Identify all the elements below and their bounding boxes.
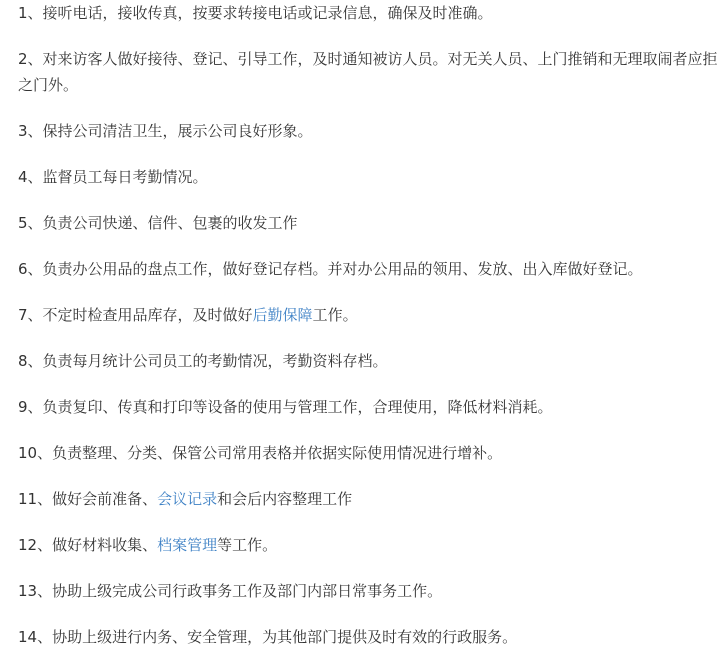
link-archive-management[interactable]: 档案管理 (157, 536, 218, 554)
item-text: 1、接听电话，接收传真，按要求转接电话或记录信息，确保及时准确。 (18, 4, 493, 22)
list-item (18, 532, 719, 558)
list-item (18, 118, 719, 144)
link-logistics-support[interactable]: 后勤保障 (252, 306, 313, 324)
list-item (18, 348, 719, 374)
item-text-before: 11、做好会前准备、 (18, 490, 158, 508)
item-text: 10、负责整理、分类、保管公司常用表格并依据实际使用情况进行增补。 (18, 444, 503, 462)
item-text: 8、负责每月统计公司员工的考勤情况，考勤资料存档。 (18, 352, 388, 370)
link-meeting-minutes[interactable]: 会议记录 (157, 490, 218, 508)
item-text: 13、协助上级完成公司行政事务工作及部门内部日常事务工作。 (18, 582, 443, 600)
list-item (18, 46, 719, 98)
list-item (18, 624, 719, 650)
list-item (18, 578, 719, 604)
item-text: 6、负责办公用品的盘点工作，做好登记存档。并对办公用品的领用、发放、出入库做好登记。 (18, 260, 643, 278)
list-item (18, 210, 719, 236)
item-text-after: 和会后内容整理工作 (217, 490, 353, 508)
list-item (18, 256, 719, 282)
item-text: 2、对来访客人做好接待、登记、引导工作，及时通知被访人员。对无关人员、上门推销和无理取闹者应拒之门外。 (18, 50, 718, 94)
item-text: 14、协助上级进行内务、安全管理，为其他部门提供及时有效的行政服务。 (18, 628, 518, 646)
list-item (18, 302, 719, 328)
item-text-after: 工作。 (312, 306, 358, 324)
list-item (18, 164, 719, 190)
item-text-after: 等工作。 (217, 536, 278, 554)
list-item (18, 440, 719, 466)
list-item (18, 486, 719, 512)
list-item (18, 394, 719, 420)
list-item (18, 0, 719, 26)
item-text: 3、保持公司清洁卫生，展示公司良好形象。 (18, 122, 313, 140)
item-text: 9、负责复印、传真和打印等设备的使用与管理工作，合理使用，降低材料消耗。 (18, 398, 553, 416)
item-text: 4、监督员工每日考勤情况。 (18, 168, 208, 186)
item-text: 5、负责公司快递、信件、包裹的收发工作 (18, 214, 298, 232)
item-text-before: 12、做好材料收集、 (18, 536, 158, 554)
item-text-before: 7、不定时检查用品库存，及时做好 (18, 306, 253, 324)
